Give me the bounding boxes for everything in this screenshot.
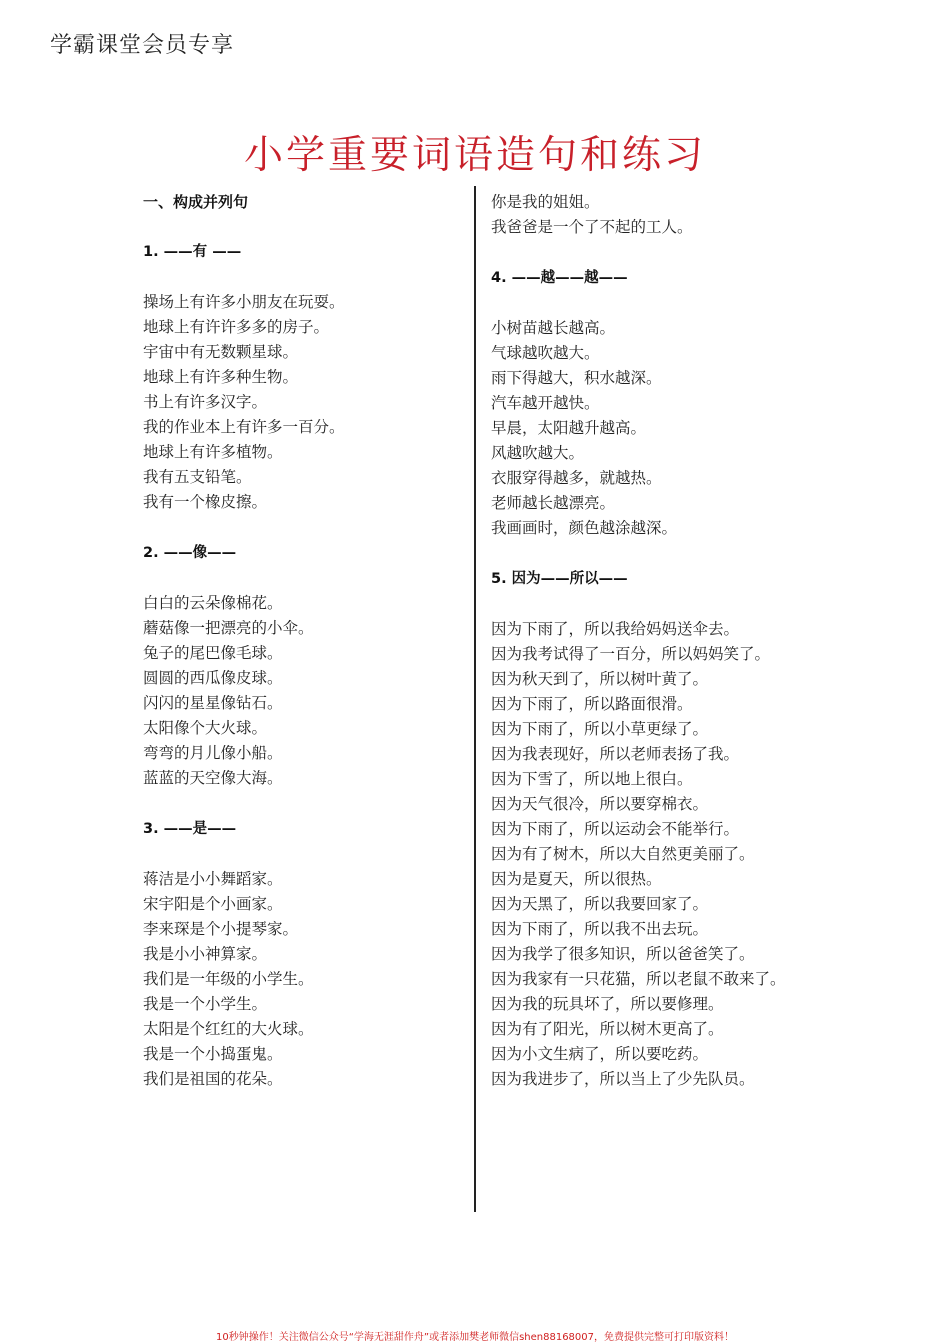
sentence: 因为下雪了，所以地上很白。 [491, 770, 693, 788]
sentence: 地球上有许许多多的房子。 [143, 318, 330, 336]
section-heading-2: 2. ——像—— [143, 545, 237, 561]
sentence: 我的作业本上有许多一百分。 [143, 418, 345, 436]
page-title: 小学重要词语造句和练习 [243, 133, 706, 178]
sentence: 因为秋天到了，所以树叶黄了。 [491, 670, 709, 688]
section-5-list [491, 617, 831, 1092]
sentence: 因为我进步了，所以当上了少先队员。 [491, 1070, 755, 1088]
sentence: 我是一个小学生。 [143, 995, 268, 1013]
sentence: 宋宇阳是个小画家。 [143, 895, 283, 913]
sentence: 因为是夏天，所以很热。 [491, 870, 662, 888]
sentence: 太阳像个大火球。 [143, 719, 268, 737]
section-4-list [491, 316, 831, 541]
watermark-text: 学霸课堂会员专享 [50, 33, 235, 58]
sentence: 弯弯的月儿像小船。 [143, 744, 283, 762]
sentence: 书上有许多汉字。 [143, 393, 268, 411]
sentence: 因为小文生病了，所以要吃药。 [491, 1045, 709, 1063]
sentence: 我是一个小捣蛋鬼。 [143, 1045, 283, 1063]
sentence: 因为下雨了，所以我不出去玩。 [491, 920, 709, 938]
sentence: 因为天黑了，所以我要回家了。 [491, 895, 709, 913]
sentence: 因为我的玩具坏了，所以要修理。 [491, 995, 724, 1013]
sentence: 因为我表现好，所以老师表扬了我。 [491, 745, 740, 763]
section-heading-1: 1. ——有 —— [143, 244, 242, 260]
sentence: 因为有了树木，所以大自然更美丽了。 [491, 845, 755, 863]
sentence: 宇宙中有无数颗星球。 [143, 343, 299, 361]
sentence: 蓝蓝的天空像大海。 [143, 769, 283, 787]
sentence: 小树苗越长越高。 [491, 319, 616, 337]
sentence: 因为下雨了，所以路面很滑。 [491, 695, 693, 713]
section-heading-5: 5. 因为——所以—— [491, 571, 628, 587]
sentence: 蘑菇像一把漂亮的小伞。 [143, 619, 314, 637]
sentence: 我有五支铅笔。 [143, 468, 252, 486]
section-3-list [143, 867, 463, 1092]
sentence: 因为下雨了，所以我给妈妈送伞去。 [491, 620, 740, 638]
sentence: 李来琛是个小提琴家。 [143, 920, 299, 938]
sentence: 雨下得越大，积水越深。 [491, 369, 662, 387]
sentence: 因为我学了很多知识，所以爸爸笑了。 [491, 945, 755, 963]
part-heading: 一、构成并列句 [143, 193, 249, 211]
sentence: 汽车越开越快。 [491, 394, 600, 412]
sentence: 闪闪的星星像钻石。 [143, 694, 283, 712]
section-1-list [143, 290, 463, 515]
sentence: 操场上有许多小朋友在玩耍。 [143, 293, 345, 311]
sentence: 圆圆的西瓜像皮球。 [143, 669, 283, 687]
section-heading-4: 4. ——越——越—— [491, 270, 628, 286]
sentence: 因为我考试得了一百分，所以妈妈笑了。 [491, 645, 771, 663]
section-2-list [143, 591, 463, 791]
sentence: 白白的云朵像棉花。 [143, 594, 283, 612]
sentence: 太阳是个红红的大火球。 [143, 1020, 314, 1038]
sentence: 因为我家有一只花猫，所以老鼠不敢来了。 [491, 970, 786, 988]
sentence: 我爸爸是一个了不起的工人。 [491, 218, 693, 236]
sentence: 兔子的尾巴像毛球。 [143, 644, 283, 662]
sentence: 蒋洁是小小舞蹈家。 [143, 870, 283, 888]
right-column [491, 190, 831, 1092]
sentence: 衣服穿得越多，就越热。 [491, 469, 662, 487]
column-divider [474, 186, 476, 1212]
sentence: 我有一个橡皮擦。 [143, 493, 268, 511]
sentence: 我们是祖国的花朵。 [143, 1070, 283, 1088]
sentence: 我们是一年级的小学生。 [143, 970, 314, 988]
sentence: 因为下雨了，所以运动会不能举行。 [491, 820, 740, 838]
sentence: 地球上有许多种生物。 [143, 368, 299, 386]
sentence: 因为下雨了，所以小草更绿了。 [491, 720, 709, 738]
sentence: 早晨，太阳越升越高。 [491, 419, 647, 437]
sentence: 我是小小神算家。 [143, 945, 268, 963]
sentence: 我画画时，颜色越涂越深。 [491, 519, 678, 537]
sentence: 因为有了阳光，所以树木更高了。 [491, 1020, 724, 1038]
sentence: 风越吹越大。 [491, 444, 585, 462]
left-column [143, 190, 463, 1092]
sentence: 地球上有许多植物。 [143, 443, 283, 461]
sentence: 你是我的姐姐。 [491, 193, 600, 211]
sentence: 因为天气很冷，所以要穿棉衣。 [491, 795, 709, 813]
sentence: 老师越长越漂亮。 [491, 494, 616, 512]
section-heading-3: 3. ——是—— [143, 821, 237, 837]
footer-notice: 10秒钟操作！关注微信公众号“学海无涯甜作舟”或者添加樊老师微信shen88168007，免费提供完整可打印版资料！ [215, 1332, 735, 1343]
sentence: 气球越吹越大。 [491, 344, 600, 362]
